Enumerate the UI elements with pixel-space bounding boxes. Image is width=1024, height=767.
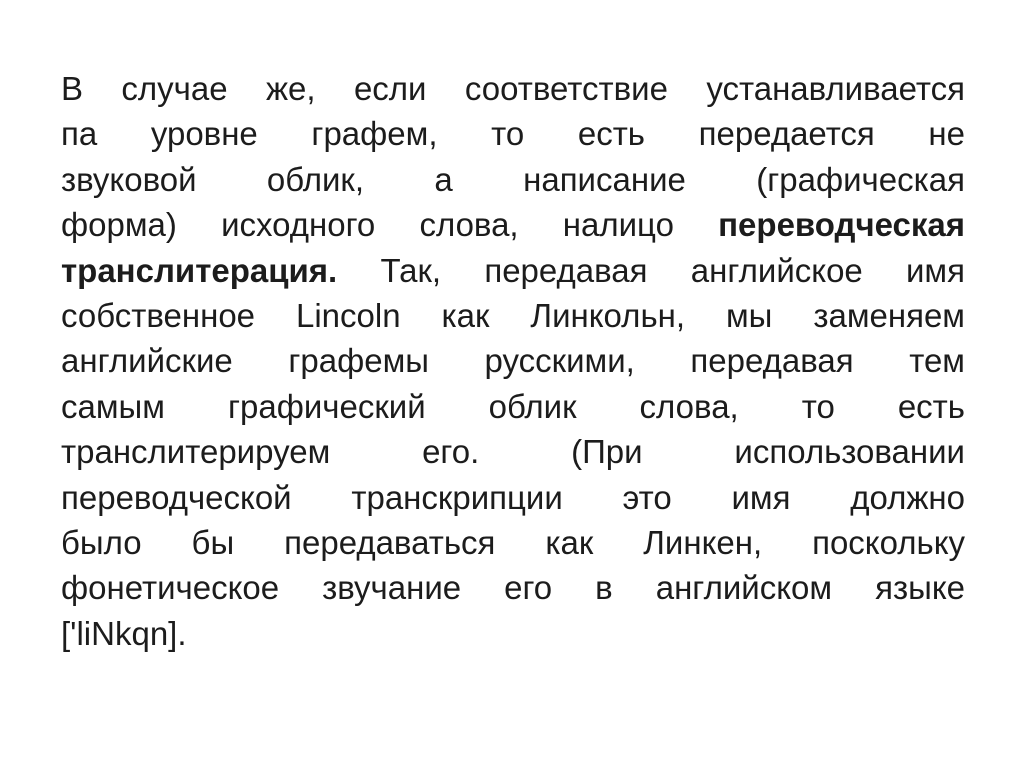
text-line-13: ['liNkqn]. <box>61 614 187 652</box>
bold-term-transliteratsiya: транслитерация. <box>61 251 338 289</box>
text-line-2: па уровне графем, то есть передается не <box>61 115 965 153</box>
bold-term-perevodcheskaya: переводческая <box>718 206 965 244</box>
text-line-11: было бы передаваться как Линкен, поскольку <box>61 523 965 561</box>
text-line-3: звуковой облик, а написание (графическая <box>61 160 965 198</box>
body-paragraph <box>61 66 965 656</box>
text-line-10: переводческой транскрипции это имя должно <box>61 478 965 516</box>
text-line-7: английские графемы русскими, передавая тем <box>61 342 965 380</box>
text-line-5 <box>61 248 965 293</box>
text-line-4 <box>61 202 965 247</box>
text-line-9: транслитерируем его. (При использовании <box>61 433 965 471</box>
text-line-5-regular: Так, передавая английское имя <box>337 251 965 289</box>
text-line-4-regular: форма) исходного слова, налицо <box>61 206 719 244</box>
text-line-12: фонетическое звучание его в английском языке <box>61 569 965 607</box>
text-line-6: собственное Lincoln как Линкольн, мы заменяем <box>61 296 965 334</box>
text-line-8: самым графический облик слова, то есть <box>61 387 965 425</box>
text-line-1: В случае же, если соответствие устанавливается <box>61 70 965 107</box>
